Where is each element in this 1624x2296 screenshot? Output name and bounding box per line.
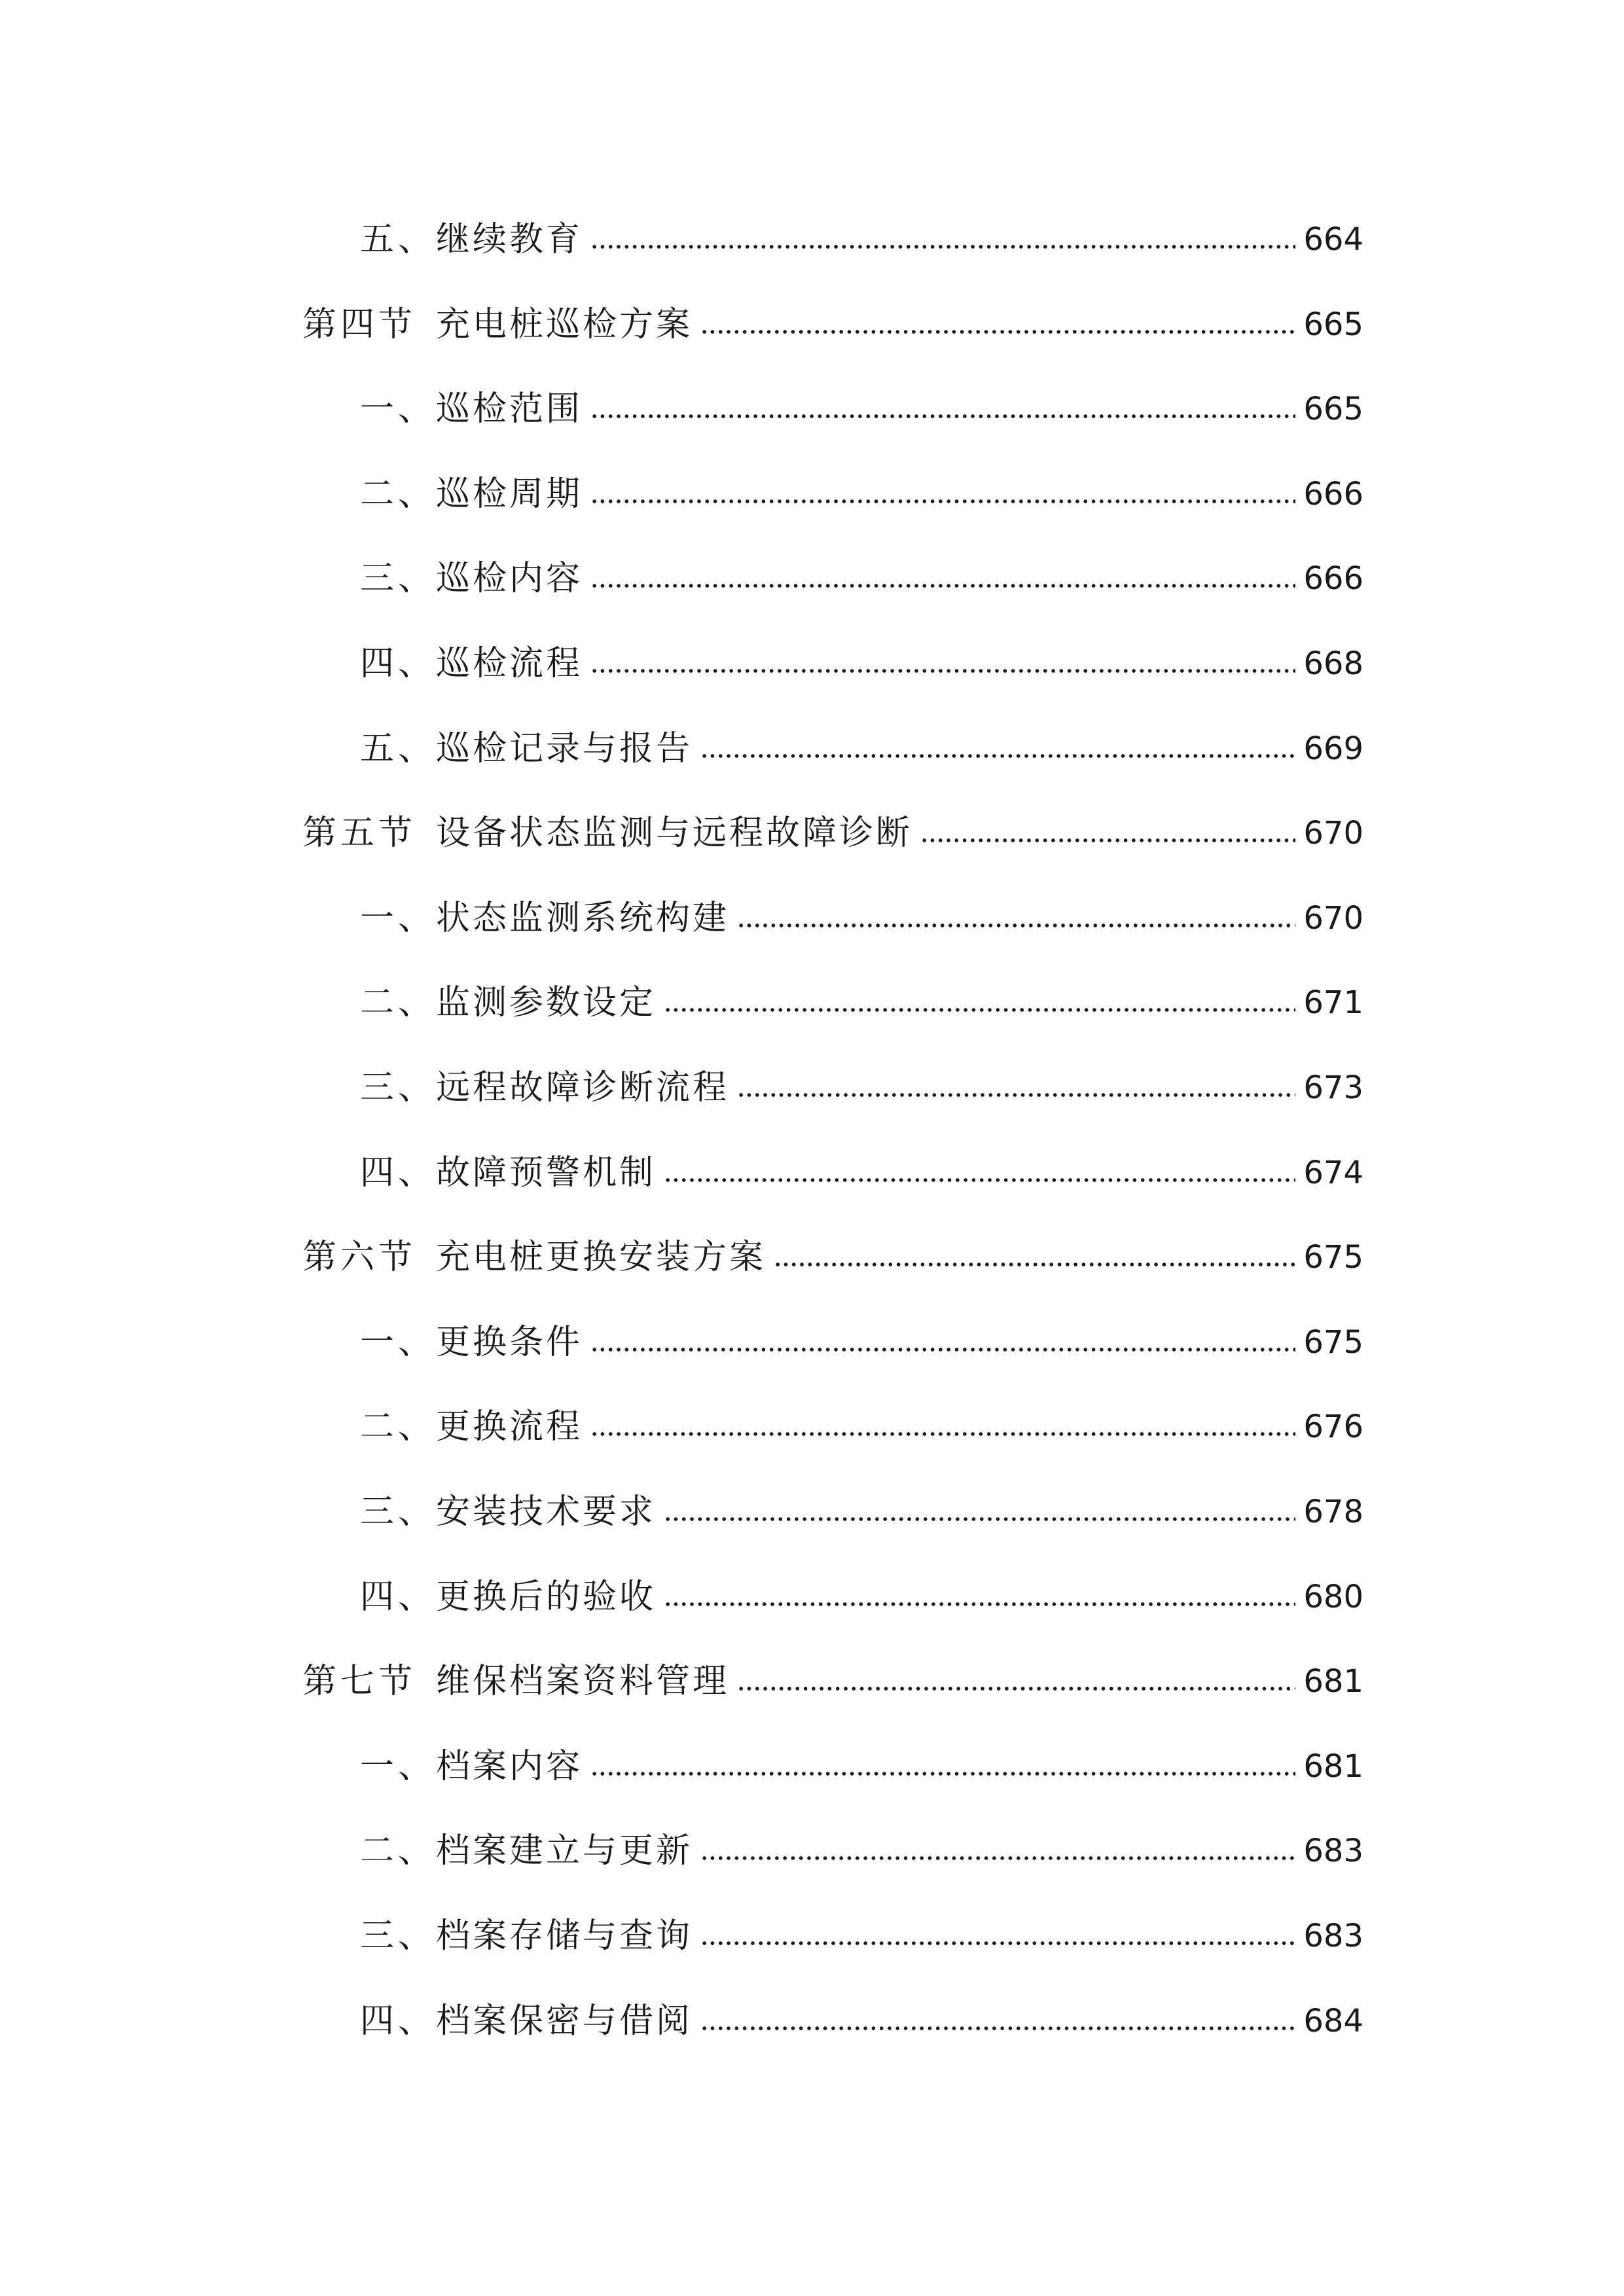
toc-entry-prefix: 一、 [360,1323,437,1362]
toc-entry-title: 档案存储与查询 [436,1916,693,1956]
toc-section-entry[interactable] [0,298,1624,351]
toc-section-number: 第五节 [302,814,417,853]
dot-leader [700,330,1295,334]
toc-entry-label [360,1571,656,1623]
toc-entry-page-number: 678 [1303,1494,1363,1530]
toc-entry-prefix: 二、 [360,1831,437,1871]
toc-entry-title: 档案内容 [436,1747,583,1786]
toc-entry-label [360,1147,656,1199]
toc-entry-label [360,977,656,1029]
toc-entry-label [360,1740,583,1793]
toc-entry-title: 档案建立与更新 [436,1831,693,1871]
toc-entry-title: 充电桩巡检方案 [436,305,693,344]
dot-leader [700,1856,1295,1860]
toc-entry[interactable] [0,468,1624,520]
toc-entry-title: 档案保密与借阅 [436,2001,693,2041]
dot-leader [590,1432,1295,1436]
toc-section-number: 第四节 [302,305,417,344]
toc-entry-label [302,298,693,351]
toc-entry-page-number: 671 [1303,984,1363,1021]
toc-entry-prefix: 三、 [360,1068,437,1107]
dot-leader [590,414,1295,418]
dot-leader [590,1772,1295,1776]
toc-entry[interactable] [0,1825,1624,1877]
dot-leader [700,754,1295,758]
dot-leader [700,1941,1295,1945]
toc-entry-title: 更换条件 [436,1323,583,1362]
dot-leader [737,924,1295,927]
dot-leader [664,1178,1295,1182]
toc-entry-label [302,1655,729,1708]
toc-entry-prefix: 四、 [360,644,437,683]
toc-entry-label [360,1910,693,1962]
toc-entry-title: 故障预警机制 [436,1153,657,1193]
toc-entry-page-number: 668 [1303,645,1363,682]
toc-entry-page-number: 675 [1303,1324,1363,1361]
toc-entry-page-number: 664 [1303,221,1363,258]
toc-entry-title: 更换后的验收 [436,1577,657,1617]
toc-entry-label [360,723,693,775]
toc-entry[interactable] [0,723,1624,775]
toc-entry-title: 继续教育 [436,220,583,259]
toc-entry-title: 巡检记录与报告 [436,729,693,768]
toc-entry-page-number: 683 [1303,1918,1363,1954]
toc-entry-label [360,1486,656,1538]
toc-entry-prefix: 四、 [360,2001,437,2041]
toc-entry-title: 维保档案资料管理 [436,1662,730,1701]
toc-entry-page-number: 670 [1303,815,1363,852]
dot-leader [774,1263,1295,1266]
toc-entry-title: 状态监测系统构建 [436,899,730,938]
toc-entry[interactable] [0,552,1624,605]
toc-entry-label [360,1316,583,1369]
toc-section-entry[interactable] [0,1231,1624,1283]
dot-leader [664,1602,1295,1606]
toc-section-entry[interactable] [0,1655,1624,1708]
dot-leader [590,499,1295,503]
toc-entry-label [360,468,583,520]
toc-entry-prefix: 一、 [360,389,437,429]
dot-leader [590,245,1295,249]
toc-entry-label [360,552,583,605]
toc-entry-page-number: 675 [1303,1239,1363,1276]
toc-entry-label [360,213,583,266]
toc-entry[interactable] [0,1401,1624,1453]
toc-entry[interactable] [0,977,1624,1029]
toc-entry-label [302,807,912,859]
toc-entry-prefix: 四、 [360,1577,437,1617]
toc-entry-label [360,383,583,435]
toc-entry-prefix: 二、 [360,1407,437,1446]
toc-entry-title: 巡检流程 [436,644,583,683]
toc-entry-prefix: 三、 [360,559,437,598]
toc-entry-title: 远程故障诊断流程 [436,1068,730,1107]
toc-entry-page-number: 684 [1303,2003,1363,2039]
toc-entry-page-number: 666 [1303,560,1363,597]
toc-entry-label [360,637,583,690]
toc-entry-page-number: 670 [1303,900,1363,937]
toc-entry-title: 充电桩更换安装方案 [436,1238,767,1277]
toc-entry-prefix: 三、 [360,1492,437,1532]
toc-entry-prefix: 一、 [360,899,437,938]
toc-entry[interactable] [0,1910,1624,1962]
toc-entry[interactable] [0,1571,1624,1623]
dot-leader [590,1348,1295,1352]
toc-entry-label [360,892,729,944]
toc-entry-page-number: 676 [1303,1408,1363,1445]
toc-entry-page-number: 681 [1303,1663,1363,1700]
toc-entry-prefix: 二、 [360,983,437,1022]
toc-entry[interactable] [0,1740,1624,1793]
toc-entry-prefix: 一、 [360,1747,437,1786]
dot-leader [737,1093,1295,1097]
toc-entry[interactable] [0,1062,1624,1114]
toc-entry[interactable] [0,383,1624,435]
toc-entry[interactable] [0,1486,1624,1538]
toc-entry-page-number: 680 [1303,1579,1363,1615]
toc-entry-label [360,1062,729,1114]
toc-entry-title: 更换流程 [436,1407,583,1446]
dot-leader [590,584,1295,588]
dot-leader [737,1687,1295,1691]
toc-entry-prefix: 三、 [360,1916,437,1956]
toc-section-number: 第七节 [302,1662,417,1701]
toc-entry-title: 安装技术要求 [436,1492,657,1532]
toc-entry[interactable] [0,1995,1624,2047]
dot-leader [920,838,1295,842]
toc-entry-title: 监测参数设定 [436,983,657,1022]
toc-entry-title: 巡检内容 [436,559,583,598]
dot-leader [664,1517,1295,1521]
toc-section-number: 第六节 [302,1238,417,1277]
toc-entry-page-number: 683 [1303,1833,1363,1869]
toc-entry-label [360,1825,693,1877]
toc-entry-title: 设备状态监测与远程故障诊断 [436,814,913,853]
toc-entry[interactable] [0,1147,1624,1199]
toc-entry[interactable] [0,1316,1624,1369]
toc-entry-title: 巡检周期 [436,475,583,514]
dot-leader [700,2026,1295,2030]
toc-entry-page-number: 673 [1303,1069,1363,1106]
toc-entry-page-number: 665 [1303,306,1363,343]
toc-section-entry[interactable] [0,807,1624,859]
toc-entry-title: 巡检范围 [436,389,583,429]
toc-entry-page-number: 669 [1303,730,1363,767]
toc-entry-page-number: 665 [1303,391,1363,427]
toc-entry-page-number: 674 [1303,1155,1363,1191]
dot-leader [664,1008,1295,1012]
toc-entry[interactable] [0,637,1624,690]
toc-entry[interactable] [0,213,1624,266]
toc-entry-label [360,1401,583,1453]
toc-entry-prefix: 四、 [360,1153,437,1193]
toc-entry-label [302,1231,766,1283]
toc-entry[interactable] [0,892,1624,944]
toc-entry-page-number: 666 [1303,476,1363,512]
toc-entry-page-number: 681 [1303,1748,1363,1785]
dot-leader [590,669,1295,673]
toc-entry-prefix: 二、 [360,475,437,514]
toc-entry-label [360,1995,693,2047]
toc-entry-prefix: 五、 [360,220,437,259]
toc-entry-prefix: 五、 [360,729,437,768]
